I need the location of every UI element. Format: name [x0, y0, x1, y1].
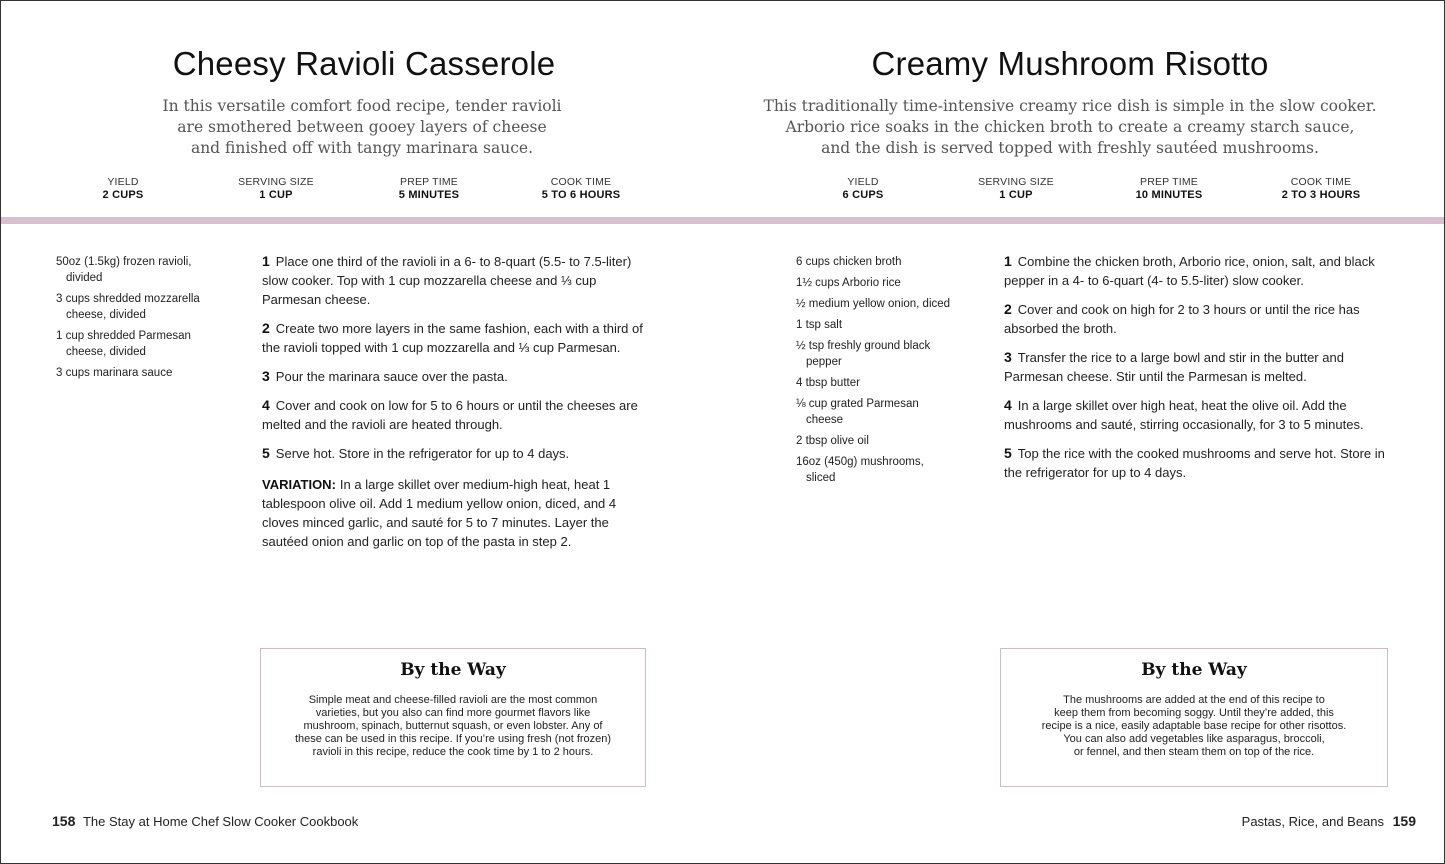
- step-text: Top the rice with the cooked mushrooms and serve hot. Store in the refrigerator for up to 4 days.: [1004, 446, 1385, 480]
- step-item: [262, 252, 652, 309]
- by-the-way-body: [1001, 694, 1387, 759]
- ingredient-item: 3 cups marinara sauce: [56, 367, 173, 379]
- step-number: 2: [262, 320, 270, 336]
- step-item: [1004, 396, 1396, 434]
- intro-line: and finished off with tangy marinara sauce.: [190, 139, 534, 157]
- page-footer: [1242, 813, 1416, 829]
- stat-label: SERVING SIZE: [978, 176, 1054, 188]
- intro-line: Arborio rice soaks in the chicken broth to create a creamy starch sauce,: [785, 118, 1355, 136]
- btw-line: these can be used in this recipe. If you’re using fresh (not frozen): [294, 733, 612, 745]
- stat-value: 2 TO 3 HOURS: [1281, 189, 1361, 201]
- stat-label: YIELD: [107, 176, 139, 188]
- btw-line: You can also add vegetables like asparagus, broccoli,: [1063, 733, 1325, 745]
- btw-line: varieties, but you also can find more gourmet flavors like: [315, 707, 591, 719]
- stat-label: COOK TIME: [1290, 176, 1352, 188]
- step-text: Combine the chicken broth, Arborio rice, onion, salt, and black pepper in a 4- to 6-quart (4- to 5.5-liter) slow cooker.: [1004, 254, 1375, 288]
- variation-note: [262, 475, 652, 551]
- btw-line: keep them from becoming soggy. Until they’re added, this: [1054, 707, 1334, 719]
- stat-value: 2 CUPS: [102, 189, 144, 201]
- by-the-way-box: [1000, 648, 1388, 787]
- ingredients-list: [796, 254, 956, 491]
- running-footer-text: The Stay at Home Chef Slow Cooker Cookbook: [82, 814, 359, 829]
- step-text: Create two more layers in the same fashion, each with a third of the ravioli topped with 1 cup mozzarella and ⅓ cup Parmesan.: [262, 321, 643, 355]
- recipe-intro: [710, 96, 1430, 159]
- recipe-title: Cheesy Ravioli Casserole: [172, 45, 556, 82]
- ingredient-item: ⅛ cup grated Parmesan cheese: [796, 398, 919, 426]
- step-number: 5: [262, 445, 270, 461]
- step-item: [262, 396, 652, 434]
- stat-prep-time: [1094, 176, 1244, 201]
- ingredient-item: 16oz (450g) mushrooms, sliced: [796, 456, 924, 484]
- step-number: 4: [1004, 397, 1012, 413]
- stat-value: 1 CUP: [999, 189, 1033, 201]
- steps-list: [1004, 252, 1396, 492]
- btw-line: or fennel, and then steam them on top of the rice.: [1073, 746, 1315, 758]
- ingredient-item: 1 cup shredded Parmesan cheese, divided: [56, 330, 191, 358]
- stat-label: COOK TIME: [550, 176, 612, 188]
- variation-label: VARIATION:: [262, 477, 336, 492]
- step-number: 3: [1004, 349, 1012, 365]
- step-item: [1004, 444, 1396, 482]
- steps-list: [262, 252, 652, 551]
- step-text: Place one third of the ravioli in a 6- to 8-quart (5.5- to 7.5-liter) slow cooker. Top with 1 cup mozzarella cheese and ⅓ cup Parmesan cheese.: [262, 254, 632, 307]
- intro-line: and the dish is served topped with freshly sautéed mushrooms.: [821, 139, 1319, 157]
- btw-line: Simple meat and cheese-filled ravioli are the most common: [308, 694, 598, 706]
- by-the-way-title: By the Way: [1141, 660, 1247, 680]
- stat-label: SERVING SIZE: [238, 176, 314, 188]
- stat-value: 6 CUPS: [842, 189, 884, 201]
- stat-value: 10 MINUTES: [1135, 189, 1203, 201]
- stat-value: 5 TO 6 HOURS: [541, 189, 621, 201]
- intro-line: This traditionally time-intensive creamy rice dish is simple in the slow cooker.: [763, 97, 1377, 115]
- running-footer-text: Pastas, Rice, and Beans: [1241, 814, 1385, 829]
- ingredient-item: 1 tsp salt: [796, 319, 843, 331]
- step-text: In a large skillet over high heat, heat the olive oil. Add the mushrooms and sauté, stirring occasionally, for 3 to 5 minutes.: [1004, 398, 1364, 432]
- intro-line: are smothered between gooey layers of cheese: [177, 118, 547, 136]
- stat-cook-time: [1246, 176, 1396, 201]
- ingredient-item: 1½ cups Arborio rice: [796, 277, 901, 289]
- stat-value: 5 MINUTES: [398, 189, 460, 201]
- stat-value: 1 CUP: [259, 189, 293, 201]
- step-item: [262, 319, 652, 357]
- right-page: [722, 0, 1442, 864]
- page-footer: [52, 813, 358, 829]
- step-number: 2: [1004, 301, 1012, 317]
- intro-line: In this versatile comfort food recipe, tender ravioli: [162, 97, 562, 115]
- step-number: 3: [262, 368, 270, 384]
- ingredient-item: 3 cups shredded mozzarella cheese, divided: [56, 293, 200, 321]
- step-number: 5: [1004, 445, 1012, 461]
- step-text: Cover and cook on low for 5 to 6 hours or until the cheeses are melted and the ravioli are heated through.: [262, 398, 638, 432]
- stat-serving-size: [941, 176, 1091, 201]
- btw-line: ravioli in this recipe, reduce the cook time by 1 to 2 hours.: [312, 746, 594, 758]
- page-number: 158: [52, 813, 76, 829]
- ingredient-item: ½ medium yellow onion, diced: [796, 298, 951, 310]
- stat-label: PREP TIME: [399, 176, 458, 188]
- step-number: 1: [1004, 253, 1012, 269]
- btw-line: The mushrooms are added at the end of this recipe to: [1063, 694, 1325, 706]
- step-number: 1: [262, 253, 270, 269]
- step-item: [1004, 348, 1396, 386]
- ingredient-item: 4 tbsp butter: [796, 377, 860, 389]
- ingredient-item: 6 cups chicken broth: [796, 256, 902, 268]
- ingredient-item: ½ tsp freshly ground black pepper: [796, 340, 931, 368]
- left-page: [0, 0, 720, 864]
- stat-yield: [788, 176, 938, 201]
- ingredient-item: 50oz (1.5kg) frozen ravioli, divided: [56, 256, 192, 284]
- step-item: [1004, 300, 1396, 338]
- by-the-way-box: [260, 648, 646, 787]
- ingredient-item: 2 tbsp olive oil: [796, 435, 869, 447]
- step-text: Serve hot. Store in the refrigerator for up to 4 days.: [275, 446, 570, 461]
- variation-text: In a large skillet over medium-high heat, heat 1 tablespoon olive oil. Add 1 medium yellow onion, diced, and 4 cloves minced garlic, and sauté for 5 to 7 minutes. Layer the sautéed onion and garlic on top of the pasta in step 2.: [262, 477, 617, 549]
- page-number: 159: [1392, 813, 1416, 829]
- recipe-title: Creamy Mushroom Risotto: [871, 45, 1269, 82]
- stat-prep-time: [354, 176, 504, 201]
- btw-line: mushroom, spinach, butternut squash, or even lobster. Any of: [303, 720, 603, 732]
- ingredients-list: [56, 254, 216, 386]
- stat-serving-size: [201, 176, 351, 201]
- btw-line: recipe is a nice, easily adaptable base recipe for other risottos.: [1041, 720, 1347, 732]
- stat-yield: [48, 176, 198, 201]
- step-number: 4: [262, 397, 270, 413]
- recipe-intro: [2, 96, 722, 159]
- by-the-way-title: By the Way: [400, 660, 506, 680]
- step-text: Cover and cook on high for 2 to 3 hours or until the rice has absorbed the broth.: [1004, 302, 1360, 336]
- step-item: [262, 367, 652, 386]
- stat-label: PREP TIME: [1139, 176, 1198, 188]
- step-item: [262, 444, 652, 463]
- stat-label: YIELD: [847, 176, 879, 188]
- by-the-way-body: [261, 694, 645, 759]
- step-text: Pour the marinara sauce over the pasta.: [275, 369, 508, 384]
- stat-cook-time: [506, 176, 656, 201]
- step-text: Transfer the rice to a large bowl and stir in the butter and Parmesan cheese. Stir until the Parmesan is melted.: [1004, 350, 1344, 384]
- step-item: [1004, 252, 1396, 290]
